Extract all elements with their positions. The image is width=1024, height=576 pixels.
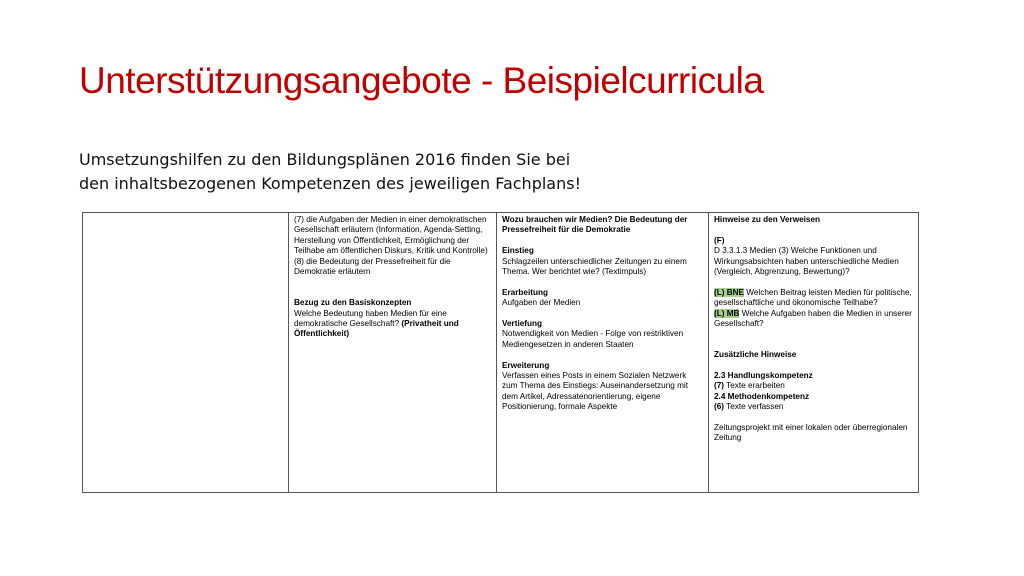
- bne-reference: [714, 288, 912, 309]
- references-heading: Hinweise zu den Verweisen: [714, 215, 821, 224]
- f-text: D 3.3.1.3 Medien (3) Welche Funktionen und Wirkungsabsichten haben unterschiedliche Medien (Vergleich, Abgrenzung, Bewertung)?: [714, 246, 899, 277]
- mb-text: Welche Aufgaben haben die Medien in unserer Gesellschaft?: [714, 308, 912, 329]
- subtitle-line-2: den inhaltsbezogenen Kompetenzen des jeweiligen Fachplans!: [79, 174, 581, 193]
- basis-text: Welche Bedeutung haben Medien für eine demokratische Gesellschaft?: [294, 308, 447, 329]
- slide-title: Unterstützungsangebote - Beispielcurricula: [79, 60, 764, 101]
- mk-text: Texte verfassen: [724, 402, 784, 412]
- additional-heading: Zusätzliche Hinweise: [714, 350, 797, 360]
- references-cell: [709, 213, 919, 493]
- bne-label: (L) BNE: [714, 287, 745, 297]
- curriculum-table: [82, 212, 919, 493]
- basis-question: [294, 309, 490, 340]
- competence-text: (7) die Aufgaben der Medien in einer demokratischen Gesellschaft erläutern (Information, Agenda-Setting, Herstellung von Öffentlichkeit, Ermöglichung der Teilhabe am öffentlichen Diskurs, Kritik und Kontrolle): [294, 215, 488, 256]
- basis-bold: (Privatheit und Öffentlichkeit): [294, 319, 459, 339]
- vertiefung-text: Notwendigkeit von Medien - Folge von restriktiven Mediengesetzen in anderen Staaten: [502, 329, 684, 349]
- competence-cell: [289, 213, 497, 493]
- lesson-cell: [497, 213, 709, 493]
- erweiterung-text: Verfassen eines Posts in einem Sozialen Netzwerk zum Thema des Einstiegs: Auseinandersetzung mit dem Artikel, Adressatenorientierung, eigene Positionierung, formale Aspekte: [502, 371, 688, 412]
- f-label: (F): [714, 235, 725, 245]
- bne-text: Welchen Beitrag leisten Medien für politische, gesellschaftliche und ökonomische Teilhabe?: [714, 287, 912, 308]
- vertiefung-label: Vertiefung: [502, 319, 543, 329]
- methodenkompetenz-label: 2.4 Methodenkompetenz: [714, 391, 810, 401]
- erarbeitung-text: Aufgaben der Medien: [502, 298, 581, 308]
- einstieg-text: Schlagzeilen unterschiedlicher Zeitungen zu einem Thema. Wer berichtet wie? (Textimpuls): [502, 256, 687, 277]
- handlungskompetenz-item: [714, 381, 912, 391]
- competence-text-2: (8) die Bedeutung der Pressefreiheit für die Demokratie erläutern: [294, 256, 451, 277]
- hk-text: Texte erarbeiten: [724, 381, 785, 391]
- basis-heading: Bezug zu den Basiskonzepten: [294, 298, 412, 308]
- mk-number: (6): [714, 402, 725, 412]
- erweiterung-label: Erweiterung: [502, 360, 550, 370]
- handlungskompetenz-label: 2.3 Handlungskompetenz: [714, 371, 813, 381]
- slide-subtitle: [79, 148, 639, 196]
- erarbeitung-label: Erarbeitung: [502, 287, 548, 297]
- mb-reference: [714, 309, 912, 330]
- mb-label: (L) MB: [714, 308, 740, 318]
- empty-cell: [83, 213, 289, 493]
- project-text: Zeitungsprojekt mit einer lokalen oder überregionalen Zeitung: [714, 423, 908, 443]
- table-row: [83, 213, 919, 493]
- einstieg-label: Einstieg: [502, 246, 534, 256]
- subtitle-line-1: Umsetzungshilfen zu den Bildungsplänen 2016 finden Sie bei: [79, 150, 571, 169]
- methodenkompetenz-item: [714, 402, 912, 412]
- hk-number: (7): [714, 381, 725, 391]
- lesson-heading: Wozu brauchen wir Medien? Die Bedeutung der Pressefreiheit für die Demokratie: [502, 215, 688, 235]
